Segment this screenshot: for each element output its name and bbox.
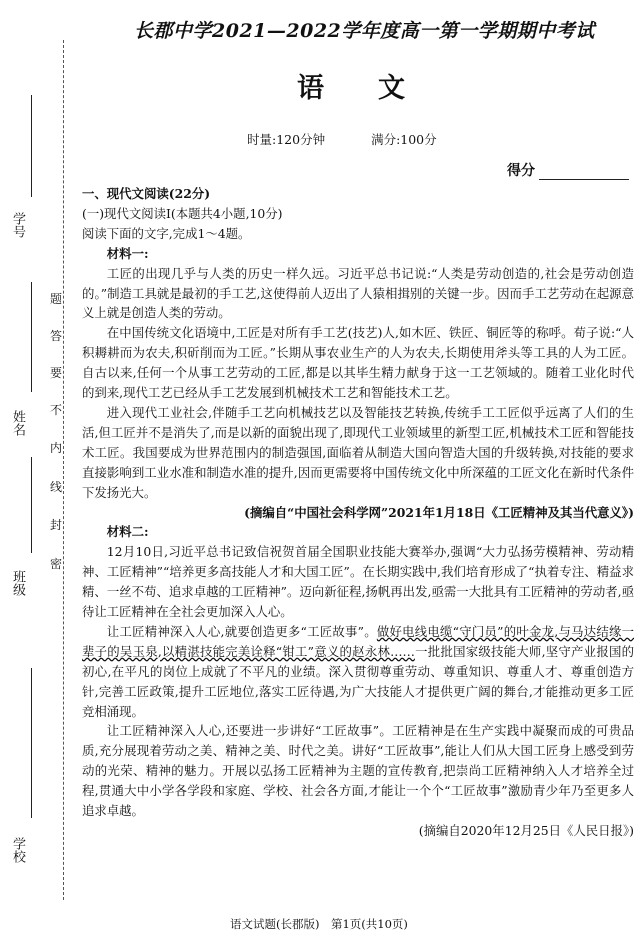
exam-title: 长郡中学2021—2022学年度高一第一学期期中考试 — [134, 20, 595, 42]
seal-char: 内 — [50, 441, 63, 455]
paragraph-text: 让工匠精神深入人心,就要创造更多“工匠故事”。 — [106, 623, 377, 639]
field-school-line[interactable] — [31, 668, 32, 818]
subject-title: 语 文 — [297, 73, 405, 104]
paragraph-text: 一批批国家级技能大师,坚守产业报国的初心,在平凡的岗位上成就了不平凡的业绩。深入贯彻尊重劳动、尊重知识、尊重人才、尊重创造方针,完善工匠政策,提升工匠地位,落实工匠待遇,为广大技能人才提供更广阔的舞台,才能推动更多工匠竞相涌现。 — [82, 643, 634, 719]
paragraph — [82, 622, 634, 722]
paragraph: 进入现代工业社会,伴随手工艺向机械技艺以及智能技艺转换,传统手工工匠似乎远离了人们的生活,但工匠并不是消失了,而是以新的面貌出现了,即现代工业领域里的新型工匠,机械技术工匠和智能技术工匠。我国要成为世界范围内的制造强国,面临着从制造大国向智造大国的升级转换,对技能的要求直接影响到工业水准和制造水准的提升,因而更需要将中国传统文化中所深蕴的工匠文化在新时代条件下发扬光大。 — [82, 404, 634, 500]
source-citation: (摘编自“中国社会科学网”2021年1月18日《工匠精神及其当代意义》) — [244, 504, 634, 520]
field-student-id-line[interactable] — [31, 95, 32, 197]
paragraph: 工匠的出现几乎与人类的历史一样久远。习近平总书记说:“人类是劳动创造的,社会是劳动创造的。”制造工具就是最初的手工艺,这使得前人迈出了人猿相揖别的关键一步。因而手工艺劳动在起源意义上就是创造人类的劳动。 — [82, 265, 634, 321]
instruction: 阅读下面的文字,完成1～4题。 — [82, 225, 251, 241]
paragraph: 让工匠精神深入人心,还要进一步讲好“工匠故事”。工匠精神是在生产实践中凝聚而成的可贵品质,充分展现着劳动之美、精神之美、时代之美。讲好“工匠故事”,能让人们从大国工匠身上感受到劳动的光荣、精神的魅力。开展以弘扬工匠精神为主题的宣传教育,把崇尚工匠精神纳入人才培养全过程,贯通大中小学各学段和家庭、学校、社会各方面,才能让一个个“工匠故事”激励青少年乃至更多人追求卓越。 — [82, 723, 634, 819]
material-2-label: 材料二: — [106, 524, 149, 540]
seal-char: 线 — [50, 480, 63, 494]
score-blank[interactable] — [539, 165, 629, 180]
field-school-label: 学校 — [10, 837, 25, 863]
binding-margin — [0, 0, 78, 946]
seal-line — [63, 40, 64, 900]
time-limit: 时量:120分钟 — [247, 132, 326, 147]
field-name-label: 姓名 — [10, 410, 25, 436]
section-heading: 一、现代文阅读(22分) — [82, 186, 211, 201]
underlined-text: 做好电线电缆“守门员”的叶金龙,与马达结缘一辈子的吴玉泉,以精湛技能完美诠释“钳工”意义的赵永林…… — [82, 623, 635, 659]
field-class-label: 班级 — [10, 570, 25, 596]
score-label: 得分 — [507, 163, 535, 179]
field-class-line[interactable] — [31, 457, 32, 553]
seal-char: 不 — [50, 403, 63, 417]
seal-char: 封 — [50, 518, 63, 532]
seal-char: 答 — [50, 329, 63, 343]
page-footer: 语文试题(长郡版) 第1页(共10页) — [230, 917, 408, 931]
paragraph: 在中国传统文化语境中,工匠是对所有手工艺(技艺)人,如木匠、铁匠、铜匠等的称呼。荀子说:“人积耨耕而为农夫,积斫削而为工匠。”长期从事农业生产的人为农夫,长期使用斧头等工具的人为工匠。自古以来,任何一个从事工艺劳动的工匠,都是以其毕生精力献身于这一工艺领域的。随着工业化时代的到来,现代工艺已经从手工艺发展到机械技术工艺和智能技术工艺。 — [82, 325, 634, 401]
field-student-id-label: 学号 — [10, 212, 25, 238]
part-heading: (一)现代文阅读Ⅰ(本题共4小题,10分) — [82, 205, 283, 221]
seal-char: 题 — [50, 292, 63, 306]
field-name-line[interactable] — [31, 282, 32, 392]
full-score: 满分:100分 — [371, 132, 437, 147]
paragraph: 12月10日,习近平总书记致信祝贺首届全国职业技能大赛举办,强调“大力弘扬劳模精神、劳动精神、工匠精神”“培养更多高技能人才和大国工匠”。在长期实践中,我们培育形成了“执着专注、精益求精、一丝不苟、追求卓越的工匠精神”。迈向新征程,扬帆再出发,亟需一大批具有工匠精神的劳动者,亟待让工匠精神在全社会更加深入人心。 — [82, 544, 634, 620]
material-1-label: 材料一: — [106, 245, 149, 261]
score-box — [507, 160, 629, 180]
seal-char: 密 — [50, 557, 63, 571]
source-citation: (摘编自2020年12月25日《人民日报》) — [418, 823, 634, 838]
exam-meta — [247, 130, 479, 148]
reading-content — [82, 184, 634, 841]
seal-char: 要 — [50, 366, 63, 380]
